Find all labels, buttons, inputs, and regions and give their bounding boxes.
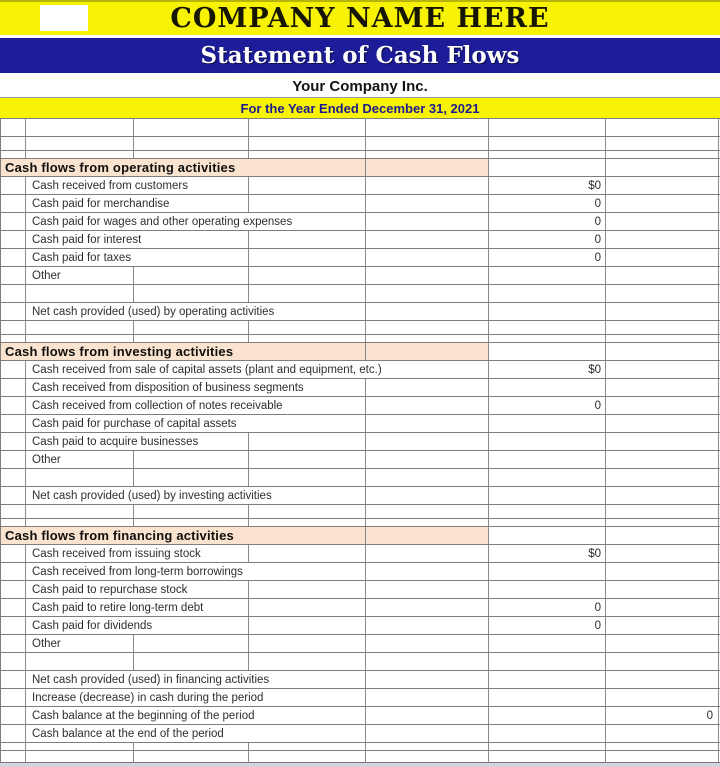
grid-cell — [489, 159, 606, 176]
row-amount[interactable]: 0 — [594, 619, 601, 632]
row-label[interactable]: Cash balance at the end of the period — [32, 727, 224, 740]
grid-cell — [366, 137, 489, 150]
grid-cell — [606, 689, 719, 706]
item-row — [1, 249, 720, 267]
grid-cell — [249, 119, 366, 136]
item-row — [1, 397, 720, 415]
company-title: COMPANY NAME HERE — [170, 3, 550, 34]
grid-cell — [489, 527, 606, 544]
grid-cell — [489, 303, 606, 320]
company-banner — [0, 0, 720, 35]
grid-cell — [489, 195, 606, 212]
grid-cell — [249, 195, 366, 212]
grid-cell — [26, 137, 134, 150]
grid-cell — [606, 321, 719, 334]
grid-cell — [1, 751, 26, 762]
grid-cell — [249, 751, 366, 762]
grid-cell — [1, 487, 26, 504]
grid-cell — [134, 151, 249, 158]
row-label[interactable]: Cash balance at the beginning of the period — [32, 709, 255, 722]
grid-cell — [249, 151, 366, 158]
grid-cell — [489, 707, 606, 724]
row-label[interactable]: Cash paid for taxes — [32, 251, 132, 264]
grid-cell — [1, 195, 26, 212]
grid-cell — [366, 487, 489, 504]
grid-cell — [1, 581, 26, 598]
grid-cell — [606, 451, 719, 468]
item-row — [1, 379, 720, 397]
section-title[interactable]: Cash flows from investing activities — [5, 344, 234, 359]
grid-cell — [26, 321, 134, 334]
grid-cell — [606, 505, 719, 518]
grid-cell — [489, 343, 606, 360]
grid-cell — [1, 599, 26, 616]
blank-row — [1, 321, 720, 335]
grid-cell — [1, 725, 26, 742]
grid-cell — [249, 581, 366, 598]
grid-cell — [249, 343, 366, 360]
item-row — [1, 177, 720, 195]
item-row — [1, 725, 720, 743]
grid-cell — [26, 505, 134, 518]
grid-cell — [489, 751, 606, 762]
grid-cell — [606, 751, 719, 762]
grid-cell — [366, 617, 489, 634]
cash-flow-grid — [0, 118, 720, 763]
grid-cell — [606, 213, 719, 230]
grid-cell — [1, 231, 26, 248]
row-label[interactable]: Cash received from issuing stock — [32, 547, 201, 560]
section-header-row — [1, 343, 720, 361]
grid-cell — [489, 689, 606, 706]
grid-cell — [134, 635, 249, 652]
grid-cell — [606, 137, 719, 150]
blank-row — [1, 743, 720, 751]
grid-cell — [249, 249, 366, 266]
grid-cell — [366, 505, 489, 518]
grid-cell — [134, 267, 249, 284]
grid-cell — [1, 267, 26, 284]
grid-cell — [1, 151, 26, 158]
grid-cell — [606, 635, 719, 652]
grid-cell — [1, 303, 26, 320]
grid-cell — [366, 751, 489, 762]
row-amount[interactable]: $0 — [588, 547, 601, 560]
row-label[interactable]: Other — [32, 637, 61, 650]
grid-cell — [26, 119, 134, 136]
grid-cell — [606, 487, 719, 504]
grid-cell — [249, 725, 366, 742]
grid-cell — [249, 177, 366, 194]
grid-cell — [1, 653, 26, 670]
grid-cell — [249, 335, 366, 342]
item-row — [1, 433, 720, 451]
grid-cell — [1, 505, 26, 518]
grid-cell — [366, 725, 489, 742]
grid-cell — [606, 397, 719, 414]
grid-cell — [134, 505, 249, 518]
grid-cell — [606, 195, 719, 212]
grid-cell — [134, 653, 249, 670]
grid-cell — [249, 415, 366, 432]
item-row — [1, 195, 720, 213]
grid-cell — [489, 231, 606, 248]
grid-cell — [489, 397, 606, 414]
item-row — [1, 487, 720, 505]
item-row — [1, 671, 720, 689]
grid-cell — [366, 213, 489, 230]
grid-cell — [489, 671, 606, 688]
grid-cell — [26, 751, 134, 762]
grid-cell — [489, 743, 606, 750]
grid-cell — [606, 671, 719, 688]
grid-cell — [606, 119, 719, 136]
grid-cell — [606, 267, 719, 284]
grid-cell — [26, 519, 134, 526]
grid-cell — [489, 599, 606, 616]
item-row — [1, 231, 720, 249]
item-row — [1, 213, 720, 231]
item-row — [1, 689, 720, 707]
grid-cell — [366, 469, 489, 486]
grid-cell — [606, 231, 719, 248]
grid-cell — [26, 285, 134, 302]
grid-cell — [606, 581, 719, 598]
row-amount[interactable]: 0 — [594, 399, 601, 412]
period-row: For the Year Ended December 31, 2021 — [0, 98, 720, 118]
grid-cell — [1, 451, 26, 468]
grid-cell — [489, 249, 606, 266]
grid-cell — [26, 469, 134, 486]
row-label[interactable]: Cash received from disposition of business segments — [32, 381, 304, 394]
grid-cell — [606, 361, 719, 378]
grid-cell — [366, 519, 489, 526]
grid-cell — [1, 249, 26, 266]
blank-row — [1, 151, 720, 159]
grid-cell — [134, 321, 249, 334]
row-label[interactable]: Increase (decrease) in cash during the period — [32, 691, 264, 704]
grid-cell — [606, 159, 719, 176]
grid-cell — [366, 527, 489, 544]
grid-cell — [489, 563, 606, 580]
grid-cell — [1, 617, 26, 634]
grid-cell — [366, 581, 489, 598]
grid-cell — [249, 137, 366, 150]
grid-cell — [366, 689, 489, 706]
grid-cell — [606, 379, 719, 396]
grid-cell — [134, 743, 249, 750]
blank-row — [1, 285, 720, 303]
item-row — [1, 617, 720, 635]
grid-cell — [366, 335, 489, 342]
grid-cell — [249, 159, 366, 176]
grid-cell — [249, 545, 366, 562]
grid-cell — [366, 231, 489, 248]
grid-cell — [134, 119, 249, 136]
row-label[interactable]: Cash received from customers — [32, 179, 188, 192]
item-row — [1, 415, 720, 433]
row-amount[interactable]: 0 — [594, 233, 601, 246]
grid-cell — [489, 433, 606, 450]
grid-cell — [1, 519, 26, 526]
row-amount[interactable]: $0 — [588, 363, 601, 376]
grid-cell — [489, 151, 606, 158]
grid-cell — [489, 285, 606, 302]
row-amount[interactable]: 0 — [594, 601, 601, 614]
grid-cell — [366, 635, 489, 652]
grid-cell — [1, 671, 26, 688]
grid-cell — [489, 321, 606, 334]
grid-cell — [366, 195, 489, 212]
section-header-row — [1, 527, 720, 545]
grid-cell — [489, 451, 606, 468]
grid-cell — [249, 519, 366, 526]
grid-cell — [134, 231, 249, 248]
section-header-row — [1, 159, 720, 177]
grid-cell — [489, 519, 606, 526]
row-label[interactable]: Cash paid to repurchase stock — [32, 583, 188, 596]
grid-cell — [606, 469, 719, 486]
grid-cell — [489, 119, 606, 136]
item-row — [1, 581, 720, 599]
grid-cell — [606, 743, 719, 750]
item-row — [1, 361, 720, 379]
row-label[interactable]: Other — [32, 453, 61, 466]
grid-cell — [489, 487, 606, 504]
grid-cell — [489, 635, 606, 652]
grid-cell — [26, 335, 134, 342]
grid-cell — [134, 519, 249, 526]
grid-cell — [1, 213, 26, 230]
grid-cell — [249, 599, 366, 616]
grid-cell — [1, 379, 26, 396]
grid-cell — [366, 599, 489, 616]
grid-cell — [134, 335, 249, 342]
grid-cell — [366, 415, 489, 432]
grid-cell — [489, 267, 606, 284]
row-label[interactable]: Cash received from sale of capital assets (plant and equipment, etc.) — [32, 363, 382, 376]
grid-cell — [134, 285, 249, 302]
row-label[interactable]: Net cash provided (used) by operating activities — [32, 305, 275, 318]
row-label[interactable]: Cash paid to retire long-term debt — [32, 601, 204, 614]
item-row — [1, 599, 720, 617]
item-row — [1, 451, 720, 469]
grid-cell — [366, 707, 489, 724]
row-amount[interactable]: 0 — [594, 215, 601, 228]
item-row — [1, 303, 720, 321]
grid-cell — [366, 653, 489, 670]
grid-cell — [1, 397, 26, 414]
grid-cell — [249, 563, 366, 580]
grid-cell — [606, 527, 719, 544]
grid-cell — [249, 743, 366, 750]
row-amount[interactable]: 0 — [594, 251, 601, 264]
grid-cell — [366, 397, 489, 414]
grid-cell — [249, 527, 366, 544]
statement-title: Statement of Cash Flows — [200, 42, 520, 69]
grid-cell — [1, 335, 26, 342]
row-amount[interactable]: 0 — [594, 197, 601, 210]
grid-cell — [249, 285, 366, 302]
grid-cell — [134, 249, 249, 266]
grid-cell — [606, 707, 719, 724]
grid-cell — [489, 653, 606, 670]
grid-cell — [606, 249, 719, 266]
grid-cell — [606, 599, 719, 616]
grid-cell — [1, 137, 26, 150]
grid-cell — [606, 303, 719, 320]
grid-cell — [489, 725, 606, 742]
blank-row — [1, 335, 720, 343]
grid-cell — [606, 433, 719, 450]
row-label[interactable]: Cash paid for merchandise — [32, 197, 170, 210]
grid-cell — [249, 707, 366, 724]
grid-cell — [134, 451, 249, 468]
row-amount[interactable]: $0 — [588, 179, 601, 192]
section-title[interactable]: Cash flows from financing activities — [5, 528, 234, 543]
grid-cell — [366, 361, 489, 378]
grid-cell — [489, 469, 606, 486]
row-label[interactable]: Cash paid for interest — [32, 233, 142, 246]
grid-cell — [249, 689, 366, 706]
grid-cell — [134, 469, 249, 486]
grid-cell — [1, 321, 26, 334]
grid-cell — [1, 689, 26, 706]
grid-cell — [1, 707, 26, 724]
section-title[interactable]: Cash flows from operating activities — [5, 160, 236, 175]
grid-cell — [606, 151, 719, 158]
grid-cell — [366, 321, 489, 334]
grid-cell — [249, 635, 366, 652]
item-row — [1, 267, 720, 285]
grid-cell — [1, 545, 26, 562]
grid-cell — [606, 335, 719, 342]
row-label[interactable]: Cash paid for purchase of capital assets — [32, 417, 237, 430]
row-label[interactable]: Cash paid to acquire businesses — [32, 435, 199, 448]
grid-cell — [366, 563, 489, 580]
grid-cell — [606, 285, 719, 302]
grid-cell — [26, 653, 134, 670]
row-label[interactable]: Cash received from long-term borrowings — [32, 565, 243, 578]
row-label[interactable]: Cash received from collection of notes receivable — [32, 399, 283, 412]
grid-cell — [606, 415, 719, 432]
grid-cell — [1, 119, 26, 136]
grid-cell — [606, 725, 719, 742]
grid-cell — [1, 433, 26, 450]
statement-banner — [0, 38, 720, 73]
grid-cell — [606, 519, 719, 526]
blank-row — [1, 653, 720, 671]
grid-cell — [366, 743, 489, 750]
grid-cell — [366, 379, 489, 396]
grid-cell — [249, 231, 366, 248]
grid-cell — [26, 743, 134, 750]
row-label[interactable]: Cash paid for wages and other operating expenses — [32, 215, 293, 228]
grid-cell — [249, 617, 366, 634]
grid-cell — [366, 671, 489, 688]
grid-cell — [606, 653, 719, 670]
row-label[interactable]: Cash paid for dividends — [32, 619, 153, 632]
grid-cell — [249, 653, 366, 670]
grid-cell — [489, 617, 606, 634]
grid-cell — [249, 451, 366, 468]
grid-cell — [366, 151, 489, 158]
blank-row — [1, 469, 720, 487]
bottom-edge — [0, 763, 720, 767]
grid-cell — [366, 343, 489, 360]
grid-cell — [606, 343, 719, 360]
item-row — [1, 707, 720, 725]
grid-cell — [606, 617, 719, 634]
grid-cell — [1, 743, 26, 750]
grid-cell — [489, 581, 606, 598]
grid-cell — [249, 267, 366, 284]
grid-cell — [489, 137, 606, 150]
grid-cell — [489, 213, 606, 230]
grid-cell — [249, 469, 366, 486]
grid-cell — [489, 415, 606, 432]
grid-cell — [366, 303, 489, 320]
grid-cell — [26, 151, 134, 158]
grid-cell — [366, 285, 489, 302]
blank-row — [1, 519, 720, 527]
grid-cell — [1, 635, 26, 652]
grid-cell — [1, 177, 26, 194]
item-row — [1, 635, 720, 653]
grid-cell — [606, 177, 719, 194]
grid-cell — [366, 451, 489, 468]
grid-cell — [366, 267, 489, 284]
item-row — [1, 563, 720, 581]
grid-cell — [366, 159, 489, 176]
row-label[interactable]: Net cash provided (used) by investing activities — [32, 489, 272, 502]
grid-cell — [1, 563, 26, 580]
row-label[interactable]: Other — [32, 269, 61, 282]
grid-cell — [1, 415, 26, 432]
grid-cell — [606, 563, 719, 580]
grid-cell — [1, 469, 26, 486]
blank-row — [1, 119, 720, 137]
grid-cell — [366, 177, 489, 194]
grid-cell — [249, 321, 366, 334]
grid-cell — [366, 433, 489, 450]
grid-cell — [249, 505, 366, 518]
blank-row — [1, 137, 720, 151]
blank-row — [1, 505, 720, 519]
grid-cell — [366, 249, 489, 266]
company-name-row: Your Company Inc. — [0, 75, 720, 98]
blank-row — [1, 751, 720, 763]
grid-cell — [1, 361, 26, 378]
item-row — [1, 545, 720, 563]
grid-cell — [489, 505, 606, 518]
grid-cell — [249, 433, 366, 450]
grid-cell — [366, 119, 489, 136]
grid-cell — [1, 285, 26, 302]
grid-cell — [489, 335, 606, 342]
row-amount-far-right[interactable]: 0 — [706, 709, 713, 722]
grid-cell — [134, 137, 249, 150]
grid-cell — [134, 751, 249, 762]
row-label[interactable]: Net cash provided (used) in financing activities — [32, 673, 270, 686]
grid-cell — [606, 545, 719, 562]
grid-cell — [366, 545, 489, 562]
grid-cell — [489, 379, 606, 396]
